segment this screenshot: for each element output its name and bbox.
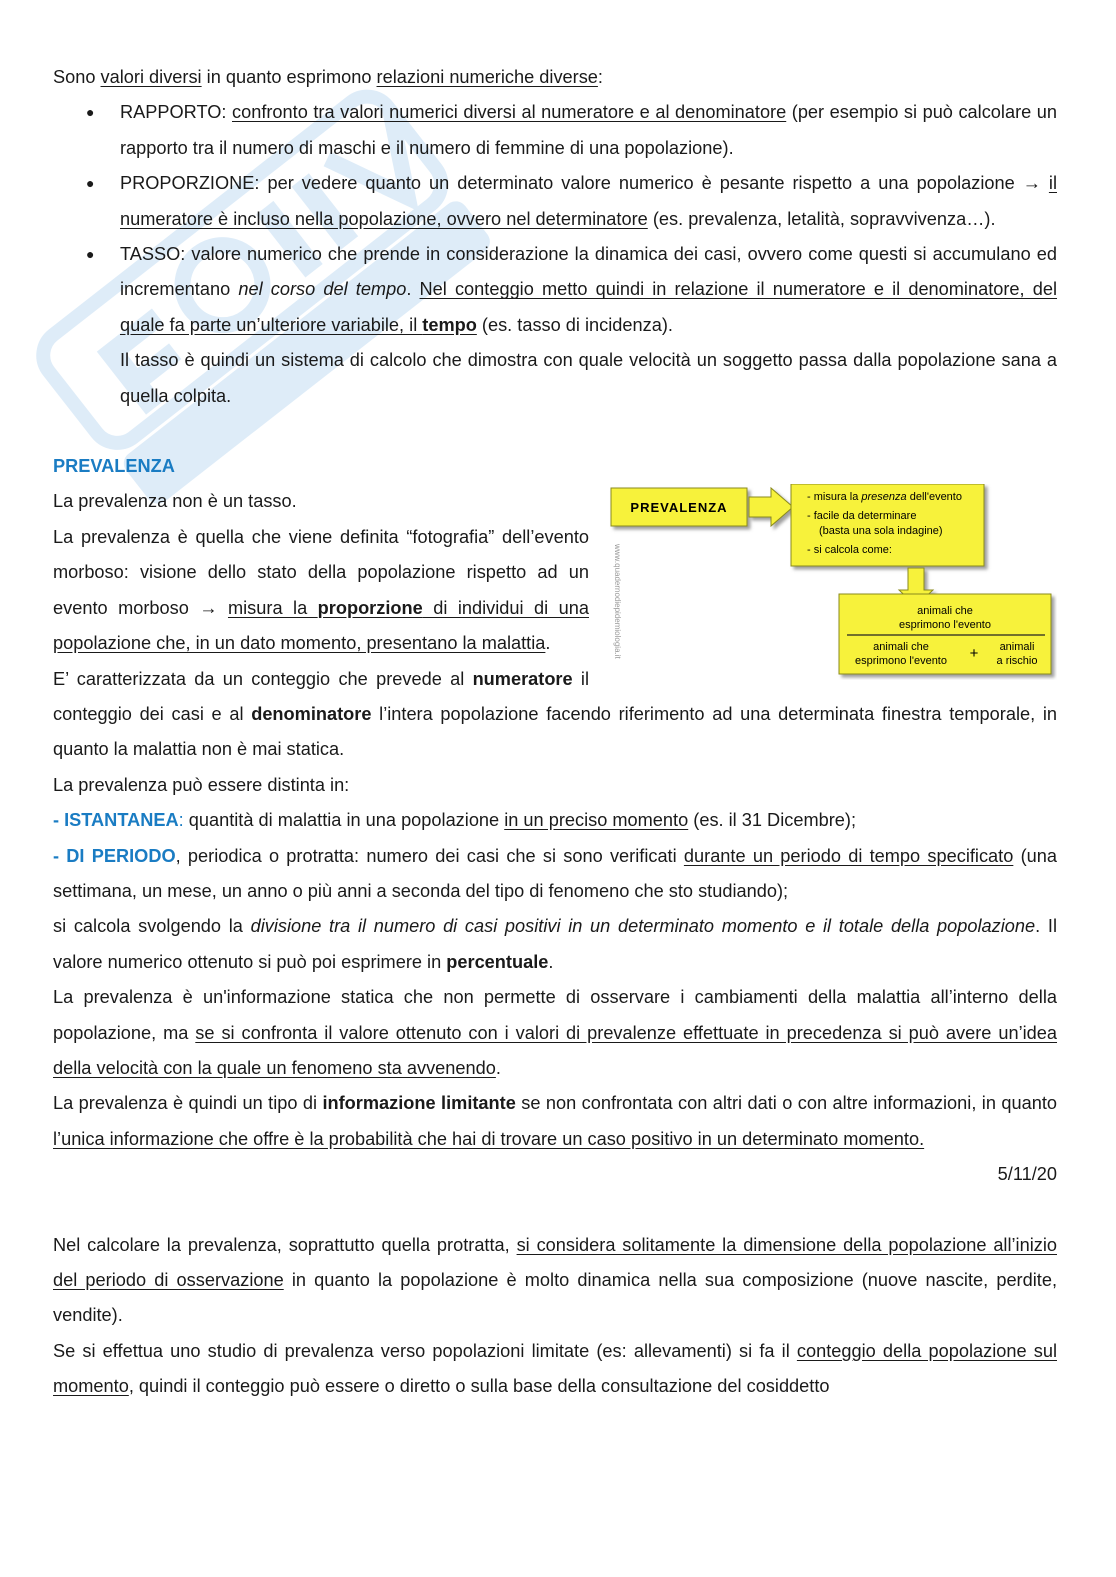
denominator-term-1-line-1: animali che	[873, 641, 929, 654]
denominator-term-2-line-2: a rischio	[996, 655, 1038, 668]
tasso-continuation: Il tasso è quindi un sistema di calcolo che dimostra con quale velocità un soggetto passa dalla popolazione sana a quella colpita.	[120, 350, 1057, 406]
definitions-list	[53, 95, 1057, 343]
prevalenza-diagram	[609, 484, 1057, 680]
list-item-proporzione: ● PROPORZIONE: per vedere quanto un determinato valore numerico è pesante rispetto a una popolazione → il numeratore è incluso nella popolazione, ovvero nel determinatore (es. prevalenza, letalità, sopravvivenza…).	[53, 166, 1057, 237]
denominator-term-1-line-2: esprimono l'evento	[855, 655, 947, 668]
diagram-point-1: - misura la presenza dell'evento	[807, 491, 962, 504]
prevalenza-p4: La prevalenza può essere distinta in:	[53, 774, 350, 795]
diagram-point-2: - facile da determinare	[807, 510, 917, 523]
list-item-rapporto: ● RAPPORTO: confronto tra valori numerici diversi al numeratore e al denominatore (per esempio si può calcolare un rapporto tra il numero di maschi e il numero di femmine di una popolazione).	[53, 95, 1057, 166]
prevalenza-di-periodo: - DI PERIODO, periodica o protratta: numero dei casi che si sono verificati durante un periodo di tempo specificato (una settimana, un mese, un anno o più anni a seconda del tipo di fenomeno che sto studiando);	[53, 845, 1057, 901]
diagram-point-3: - si calcola come:	[807, 544, 892, 557]
prevalenza-diagram-svg	[609, 484, 1057, 680]
next-paragraph-1: Nel calcolare la prevalenza, soprattutto quella protratta, si considera solitamente la dimensione della popolazione all’inizio del periodo di osservazione in quanto la popolazione è molto dinamica nella sua composizione (nuove nascite, perdite, vendite).	[53, 1234, 1057, 1326]
prevalenza-p3: E’ caratterizzata da un conteggio che prevede al numeratore il conteggio dei casi e al denominatore l’intera popolazione facendo riferimento ad una determinata finestra temporale, in quanto la malattia non è mai statica.	[53, 668, 1057, 760]
plus-sign: +	[969, 645, 979, 663]
right-arrow-icon	[749, 488, 793, 526]
list-item-tasso: ● TASSO: valore numerico che prende in considerazione la dinamica dei casi, ovvero come questi si accumulano ed incrementano nel corso del tempo. Nel conteggio metto quindi in relazione il numeratore e il denominatore, del quale fa parte un’ulteriore variabile, il tempo (es. tasso di incidenza).	[53, 237, 1057, 343]
arrow-icon: →	[199, 597, 218, 618]
next-paragraph-2: Se si effettua uno studio di prevalenza verso popolazioni limitate (es: allevamenti) si fa il conteggio della popolazione sul momento, quindi il conteggio può essere o diretto o sulla base della consultazione del cosiddetto	[53, 1340, 1057, 1397]
numerator-line-1: animali che	[917, 605, 973, 618]
diagram-point-2-note: (basta una sola indagine)	[819, 525, 943, 538]
section-heading-prevalenza: PREVALENZA	[53, 456, 175, 477]
bullet-icon: ●	[86, 104, 95, 121]
prevalenza-istantanea: - ISTANTANEA: quantità di malattia in una popolazione in un preciso momento (es. il 31 Dicembre);	[53, 810, 856, 831]
bullet-icon: ●	[86, 175, 95, 192]
prevalenza-p2: La prevalenza è quella che viene definita “fotografia” dell’evento morboso: visione dello stato della popolazione rispetto ad un evento morboso → misura la proporzione di individui di una popolazione che, in un dato momento, presentano la malattia.	[53, 526, 589, 654]
bullet-icon: ●	[86, 246, 95, 263]
diagram-source-url: www.quadernodiepidemiologia.it	[613, 544, 622, 660]
lecture-date: 5/11/20	[997, 1164, 1057, 1185]
prevalenza-statica: La prevalenza è un'informazione statica che non permette di osservare i cambiamenti della malattia all’interno della popolazione, ma se si confronta il valore ottenuto con i valori di prevalenze effettuate in precedenza si può avere un’idea della velocità con la quale un fenomeno sta avvenendo.	[53, 987, 1058, 1078]
prevalenza-calcolo: si calcola svolgendo la divisione tra il numero di casi positivi in un determinato momento e il totale della popolazione. Il valore numerico ottenuto si può poi esprimere in percentuale.	[53, 916, 1057, 972]
prevalenza-p1: La prevalenza non è un tasso.	[53, 491, 297, 512]
document-body	[53, 60, 1057, 1405]
prevalenza-limitante: La prevalenza è quindi un tipo di informazione limitante se non confrontata con altri dati o con altre informazioni, in quanto l’unica informazione che offre è la probabilità che hai di trovare un caso positivo in un determinato momento.	[53, 1093, 1057, 1149]
diagram-box-label: PREVALENZA	[630, 500, 728, 516]
denominator-term-2-line-1: animali	[999, 641, 1035, 654]
numerator-line-2: esprimono l'evento	[899, 619, 991, 632]
intro-paragraph: Sono valori diversi in quanto esprimono relazioni numeriche diverse:	[53, 67, 603, 87]
